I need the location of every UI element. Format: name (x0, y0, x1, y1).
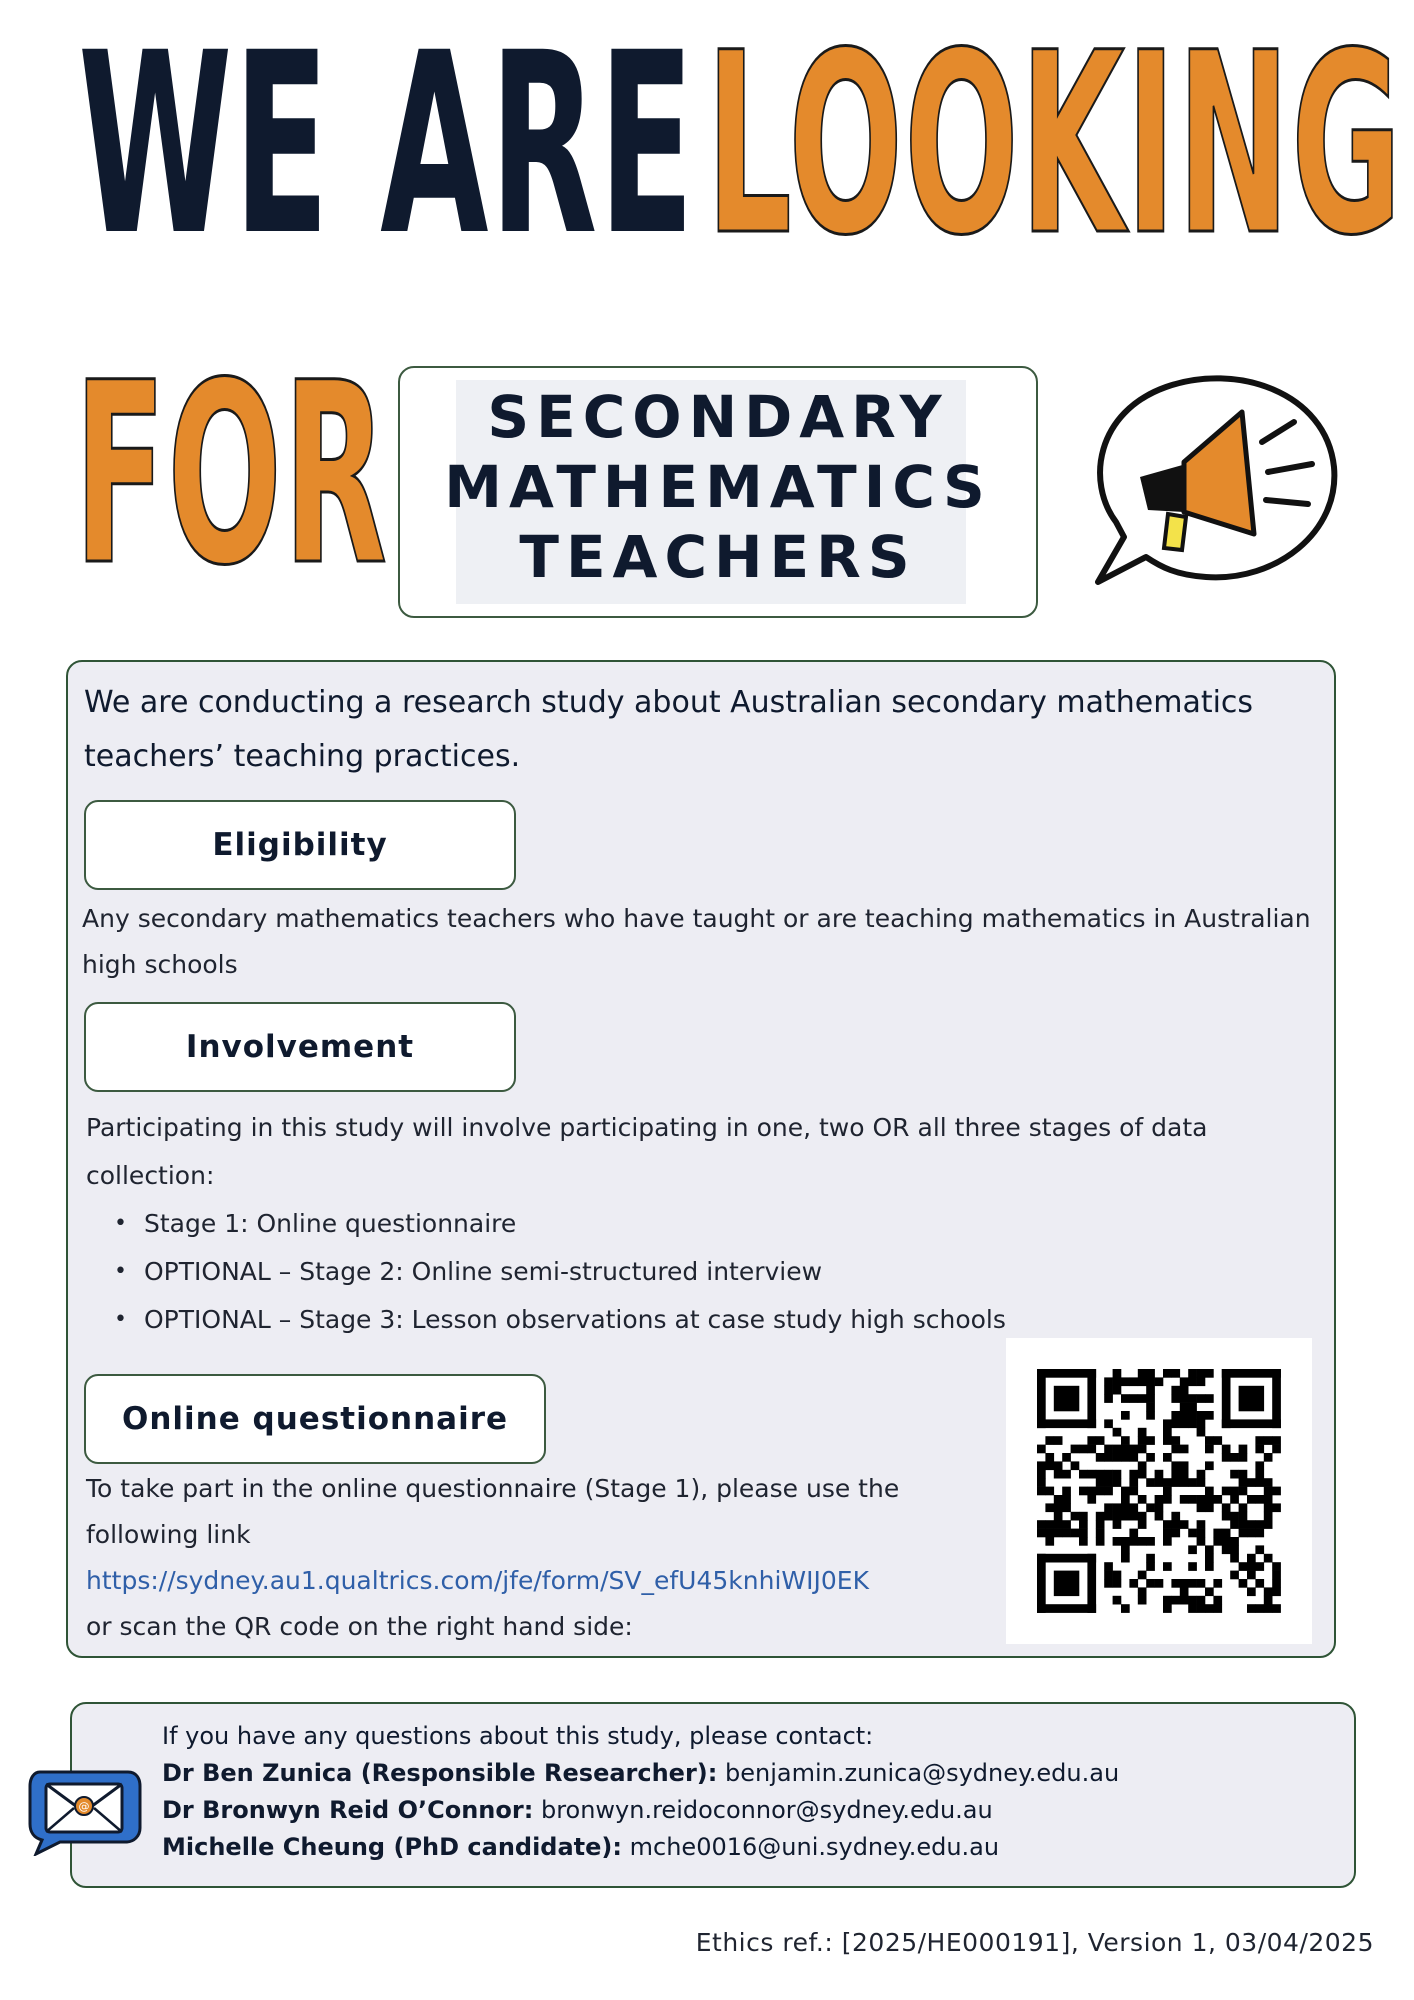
megaphone-icon (1076, 372, 1342, 594)
questionnaire-qr-instruction: or scan the QR code on the right hand side: (86, 1612, 633, 1641)
questionnaire-heading: Online questionnaire (84, 1374, 546, 1464)
contact-email-2[interactable]: bronwyn.reidoconnor@sydney.edu.au (540, 1796, 993, 1824)
questionnaire-body (86, 1466, 946, 1650)
target-line-1: SECONDARY (487, 383, 949, 451)
eligibility-text: Any secondary mathematics teachers who have taught or are teaching mathematics in Australian high schools (82, 904, 1311, 979)
headline-we-are: WE ARE (78, 0, 696, 290)
stage-item-1: • Stage 1: Online questionnaire (114, 1200, 1006, 1248)
questionnaire-text: To take part in the online questionnaire (Stage 1), please use the following link (86, 1474, 900, 1549)
stage-item-3: • OPTIONAL – Stage 3: Lesson observations at case study high schools (114, 1296, 1006, 1344)
qr-code-graphic (1006, 1338, 1312, 1644)
study-intro: We are conducting a research study about Australian secondary mathematics teachers’ teaching practices. (84, 685, 1254, 774)
contact-name-1: Dr Ben Zunica (Responsible Researcher): (162, 1759, 718, 1787)
target-audience-box (398, 366, 1038, 618)
target-line-2: MATHEMATICS (444, 453, 992, 521)
ethics-reference: Ethics ref.: [2025/HE000191], Version 1, 03/04/2025 (695, 1928, 1374, 1957)
svg-text:@: @ (78, 1800, 90, 1813)
headline-for: FOR (74, 329, 389, 620)
questionnaire-link[interactable]: https://sydney.au1.qualtrics.com/jfe/form/SV_efU45knhiWIJ0EK (86, 1566, 869, 1595)
contact-panel (70, 1702, 1356, 1888)
contact-person-3 (162, 1829, 1119, 1866)
contact-intro: If you have any questions about this study, please contact: (162, 1722, 874, 1750)
involvement-text: Participating in this study will involve participating in one, two OR all three stages of data collection: (86, 1113, 1208, 1190)
contact-email-1[interactable]: benjamin.zunica@sydney.edu.au (725, 1759, 1120, 1787)
contact-person-2 (162, 1792, 1119, 1829)
eligibility-heading: Eligibility (84, 800, 516, 890)
qr-code[interactable] (1006, 1338, 1312, 1644)
stage-item-2: • OPTIONAL – Stage 2: Online semi-structured interview (114, 1248, 1006, 1296)
headline-looking: LOOKING (706, 0, 1403, 290)
stage-list (114, 1200, 1006, 1344)
target-line-3: TEACHERS (519, 523, 917, 591)
target-audience-text (400, 382, 1036, 592)
study-info-panel (66, 660, 1336, 1658)
contact-name-2: Dr Bronwyn Reid O’Connor: (162, 1796, 534, 1824)
contact-person-1 (162, 1755, 1119, 1792)
contact-name-3: Michelle Cheung (PhD candidate): (162, 1833, 622, 1861)
contact-email-3[interactable]: mche0016@uni.sydney.edu.au (629, 1833, 1000, 1861)
contact-lines (162, 1718, 1119, 1866)
envelope-icon (26, 1766, 142, 1856)
involvement-heading: Involvement (84, 1002, 516, 1092)
